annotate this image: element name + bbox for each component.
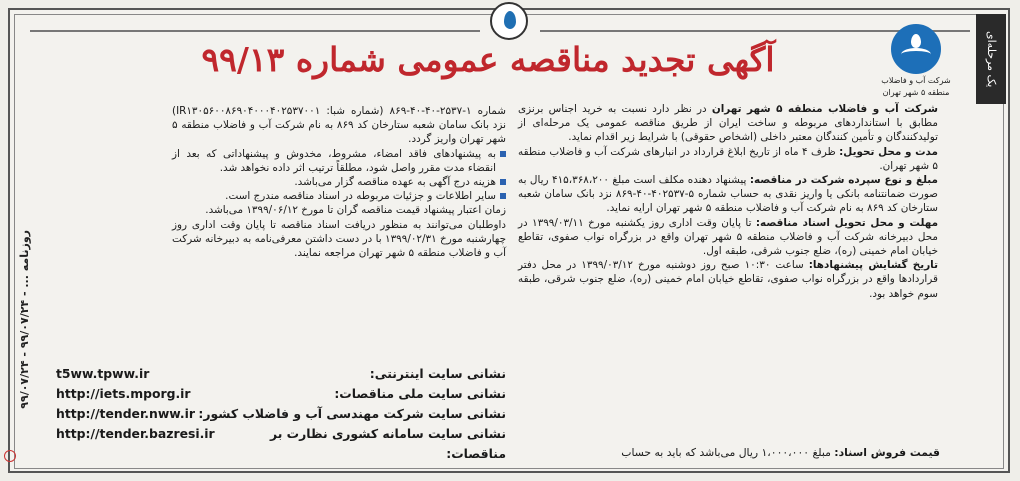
website-label: نشانی سایت اینترنتی: [369,366,506,381]
left-column [172,104,506,260]
top-divider-left [30,30,480,32]
water-drop-icon [490,2,528,40]
price-text: مبلغ ۱،۰۰۰،۰۰۰ ریال می‌باشد که باید به حساب [621,446,835,459]
paragraph-intro [518,102,938,145]
right-column [518,102,938,301]
side-tab: یک مرحله‌ای [976,14,1006,104]
company-logo [874,24,958,96]
page-title [178,40,798,79]
price-bold: قیمت فروش اسناد: [834,446,940,459]
opening-text: ساعت ۱۰:۳۰ صبح روز دوشنبه مورخ ۱۳۹۹/۰۳/۱۲ در محل دفتر قراردادها واقع در بزرگراه نواب صفوی، تقاطع خیابان امام خمینی (ره)، ضلع جنوب شرقی، طبقه سوم خواهد بود. [518,259,938,300]
websites-list [56,364,506,464]
opening-bold: تاریخ گشایش پیشنهادها: [808,259,938,272]
corner-marker [4,450,16,462]
paragraph-delivery [518,145,938,173]
deadline-text: تا پایان وقت اداری روز یکشنبه مورخ ۱۳۹۹/۰۳/۱۱ در محل دبیرخانه شرکت آب و فاضلاب منطقه ۵ شهر تهران واقع در بزرگراه نواب صفوی، تقاطع خیابان امام خمینی (ره)، ضلع جنوب شرقی، طبقه اول. [518,216,939,258]
validity-paragraph: زمان اعتبار پیشنهاد قیمت مناقصه گران تا مورخ ۱۳۹۹/۰۶/۱۲ می‌باشد. [205,204,506,217]
price-line [520,446,940,459]
website-row [56,384,506,404]
account-paragraph: شماره ۱-۲۵۳۷-۴۰-۴۰-۸۶۹ (شماره شبا: IR۱۳۰۵۶۰۰۸۶۹۰۴۰۰۰۴۰۲۵۳۷۰۰۱) نزد بانک سامان شعبه ستارخان کد ۸۶۹ به نام شرکت آب و فاضلاب منطقه ۵ شهر تهران واریز گردد. [172,105,506,146]
delivery-text: ظرف ۴ ماه از تاریخ ابلاغ قرارداد در انبارهای شرکت آب و فاضلاب منطقه ۵ شهر تهران. [518,145,938,172]
deposit-text: پیشنهاد دهنده مکلف است مبلغ ۴۱۵،۳۶۸،۲۰۰ ریال به صورت ضمانتنامه بانکی یا واریز نقدی به حساب شماره ۵-۴۰۲۵۳۷-۴۰-۸۶۹ نزد بانک سامان شعبه ستارخان کد ۸۶۹ به نام شرکت آب و فاضلاب منطقه ۵ شهر تهران ارایه نماید. [518,174,939,215]
bullet-item: به پیشنهادهای فاقد امضاء، مشروط، مخدوش و پیشنهاداتی که بعد از انقضاء مدت مقرر واصل شود، مطلقاً ترتیب اثر داده نخواهد شد. [172,147,506,175]
logo-text-line2: منطقه ۵ شهر تهران [882,88,950,97]
title-number: ۹۹/۱۳ [201,40,285,79]
intro-bold: شرکت آب و فاضلاب منطقه ۵ شهر تهران [711,103,938,115]
title-text: آگهی تجدید مناقصه عمومی شماره [295,40,775,79]
deposit-bold: مبلغ و نوع سپرده شرکت در مناقصه: [749,174,938,187]
logo-text-line1: شرکت آب و فاضلاب [881,76,951,85]
website-link[interactable]: http://tender.nww.ir [56,406,195,421]
deadline-bold: مهلت و محل تحویل اسناد مناقصه: [755,216,939,229]
website-link[interactable]: http://tender.bazresi.ir [56,426,215,441]
bullet-item: سایر اطلاعات و جزئیات مربوطه در اسناد مناقصه مندرج است. [172,189,506,203]
delivery-bold: مدت و محل تحویل: [839,145,938,158]
website-row [56,364,506,384]
side-date-label: روزنامه ... - ۹۹/۰۷/۲۴ - ۹۹/۰۷/۲۴ [18,230,31,409]
paragraph-deadline [518,216,938,259]
website-label: نشانی سایت سامانه کشوری نظارت بر مناقصات: [270,426,506,461]
website-label: نشانی سایت شرکت مهندسی آب و فاضلاب کشور: [198,406,506,421]
paragraph-deposit [518,173,938,216]
website-label: نشانی سایت ملی مناقصات: [334,386,506,401]
website-row [56,424,506,464]
website-link[interactable]: t5ww.tpww.ir [56,366,150,381]
website-row [56,404,506,424]
logo-icon [891,24,941,74]
bullet-item: هزینه درج آگهی به عهده مناقصه گزار می‌باشد. [172,175,506,189]
intro-text: در نظر دارد نسبت به خرید اجناس برنزی مطابق با استانداردهای مربوطه و ساخت ایران از طریق مناقصه عمومی یک مرحله‌ای از تولیدکنندگان و تأمین کنندگان معتبر داخلی (اشخاص حقوقی) با شرایط زیر اقدام نماید. [518,103,938,144]
closing-paragraph: داوطلبان می‌توانند به منظور دریافت اسناد مناقصه تا پایان وقت اداری روز چهارشنبه مورخ ۱۳۹۹/۰۲/۳۱ با در دست داشتن معرفی‌نامه به دبیرخانه شرکت آب و فاضلاب منطقه ۵ شهر تهران مراجعه نمایند. [172,218,506,260]
website-link[interactable]: http://iets.mporg.ir [56,386,191,401]
paragraph-opening [518,258,938,301]
